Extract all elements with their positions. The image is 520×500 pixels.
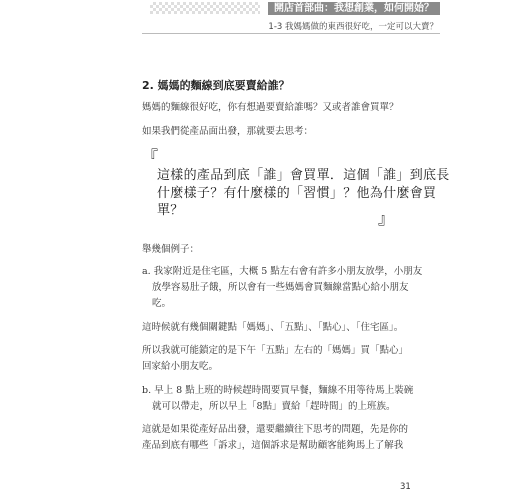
section-heading: 2. 媽媽的麵線到底要賣給誰？: [142, 79, 290, 92]
examples-intro: 舉幾個例子：: [142, 244, 200, 255]
paragraph: 如果我們從產品面出發，那就要去思考：: [142, 126, 314, 137]
quote-close-mark: 』: [378, 209, 395, 228]
keypoints-paragraph: 這時候就有幾個關鍵點「媽媽」、「五點」、「點心」、「住宅區」。: [142, 322, 404, 333]
example-b-line: 就可以帶走，所以早上「8點」賣給「趕時間」的上班族。: [152, 401, 396, 412]
quote-line: 這樣的產品到底「誰」會買單．這個「誰」到底長: [157, 168, 450, 183]
header-band: [0, 0, 520, 15]
quote-line: 單？: [157, 203, 184, 218]
conclusion-line: 回家給小朋友吃。: [142, 361, 219, 372]
closing-line: 產品到底有哪些「訴求」，這個訴求是幫助顧客能夠馬上了解我: [142, 440, 404, 451]
quote-open-mark: 『: [142, 147, 159, 166]
example-a-line: 放學容易肚子餓，所以會有一些媽媽會買麵線當點心給小朋友: [152, 282, 409, 293]
example-a-line: a. 我家附近是住宅區，大概 5 點左右會有許多小朋友放學，小朋友: [142, 266, 423, 277]
closing-line: 這就是如果從產好品出發，還要繼續往下思考的問題，先是你的: [142, 424, 409, 435]
conclusion-line: 所以我就可能鎖定的是下午「五點」左右的「媽媽」買「點心」: [142, 345, 409, 356]
page-number: 31: [400, 482, 411, 492]
example-b-line: b. 早上 8 點上班的時候趕時間要買早餐，麵線不用等待馬上裝碗: [142, 385, 414, 396]
chapter-title: 開店首部曲：我想創業，如何開始？: [268, 2, 440, 15]
header-decoration: [150, 2, 260, 14]
example-a-line: 吃。: [152, 298, 172, 309]
quote-line: 什麼樣子？有什麼樣的「習慣」？他為什麼會買: [157, 186, 437, 201]
paragraph: 媽媽的麵線很好吃，你有想過要賣給誰嗎？又或者誰會買單？: [142, 102, 399, 113]
section-subtitle: 1-3 我媽媽做的東西很好吃，一定可以大賣？: [268, 22, 438, 32]
header-divider: [142, 33, 440, 34]
